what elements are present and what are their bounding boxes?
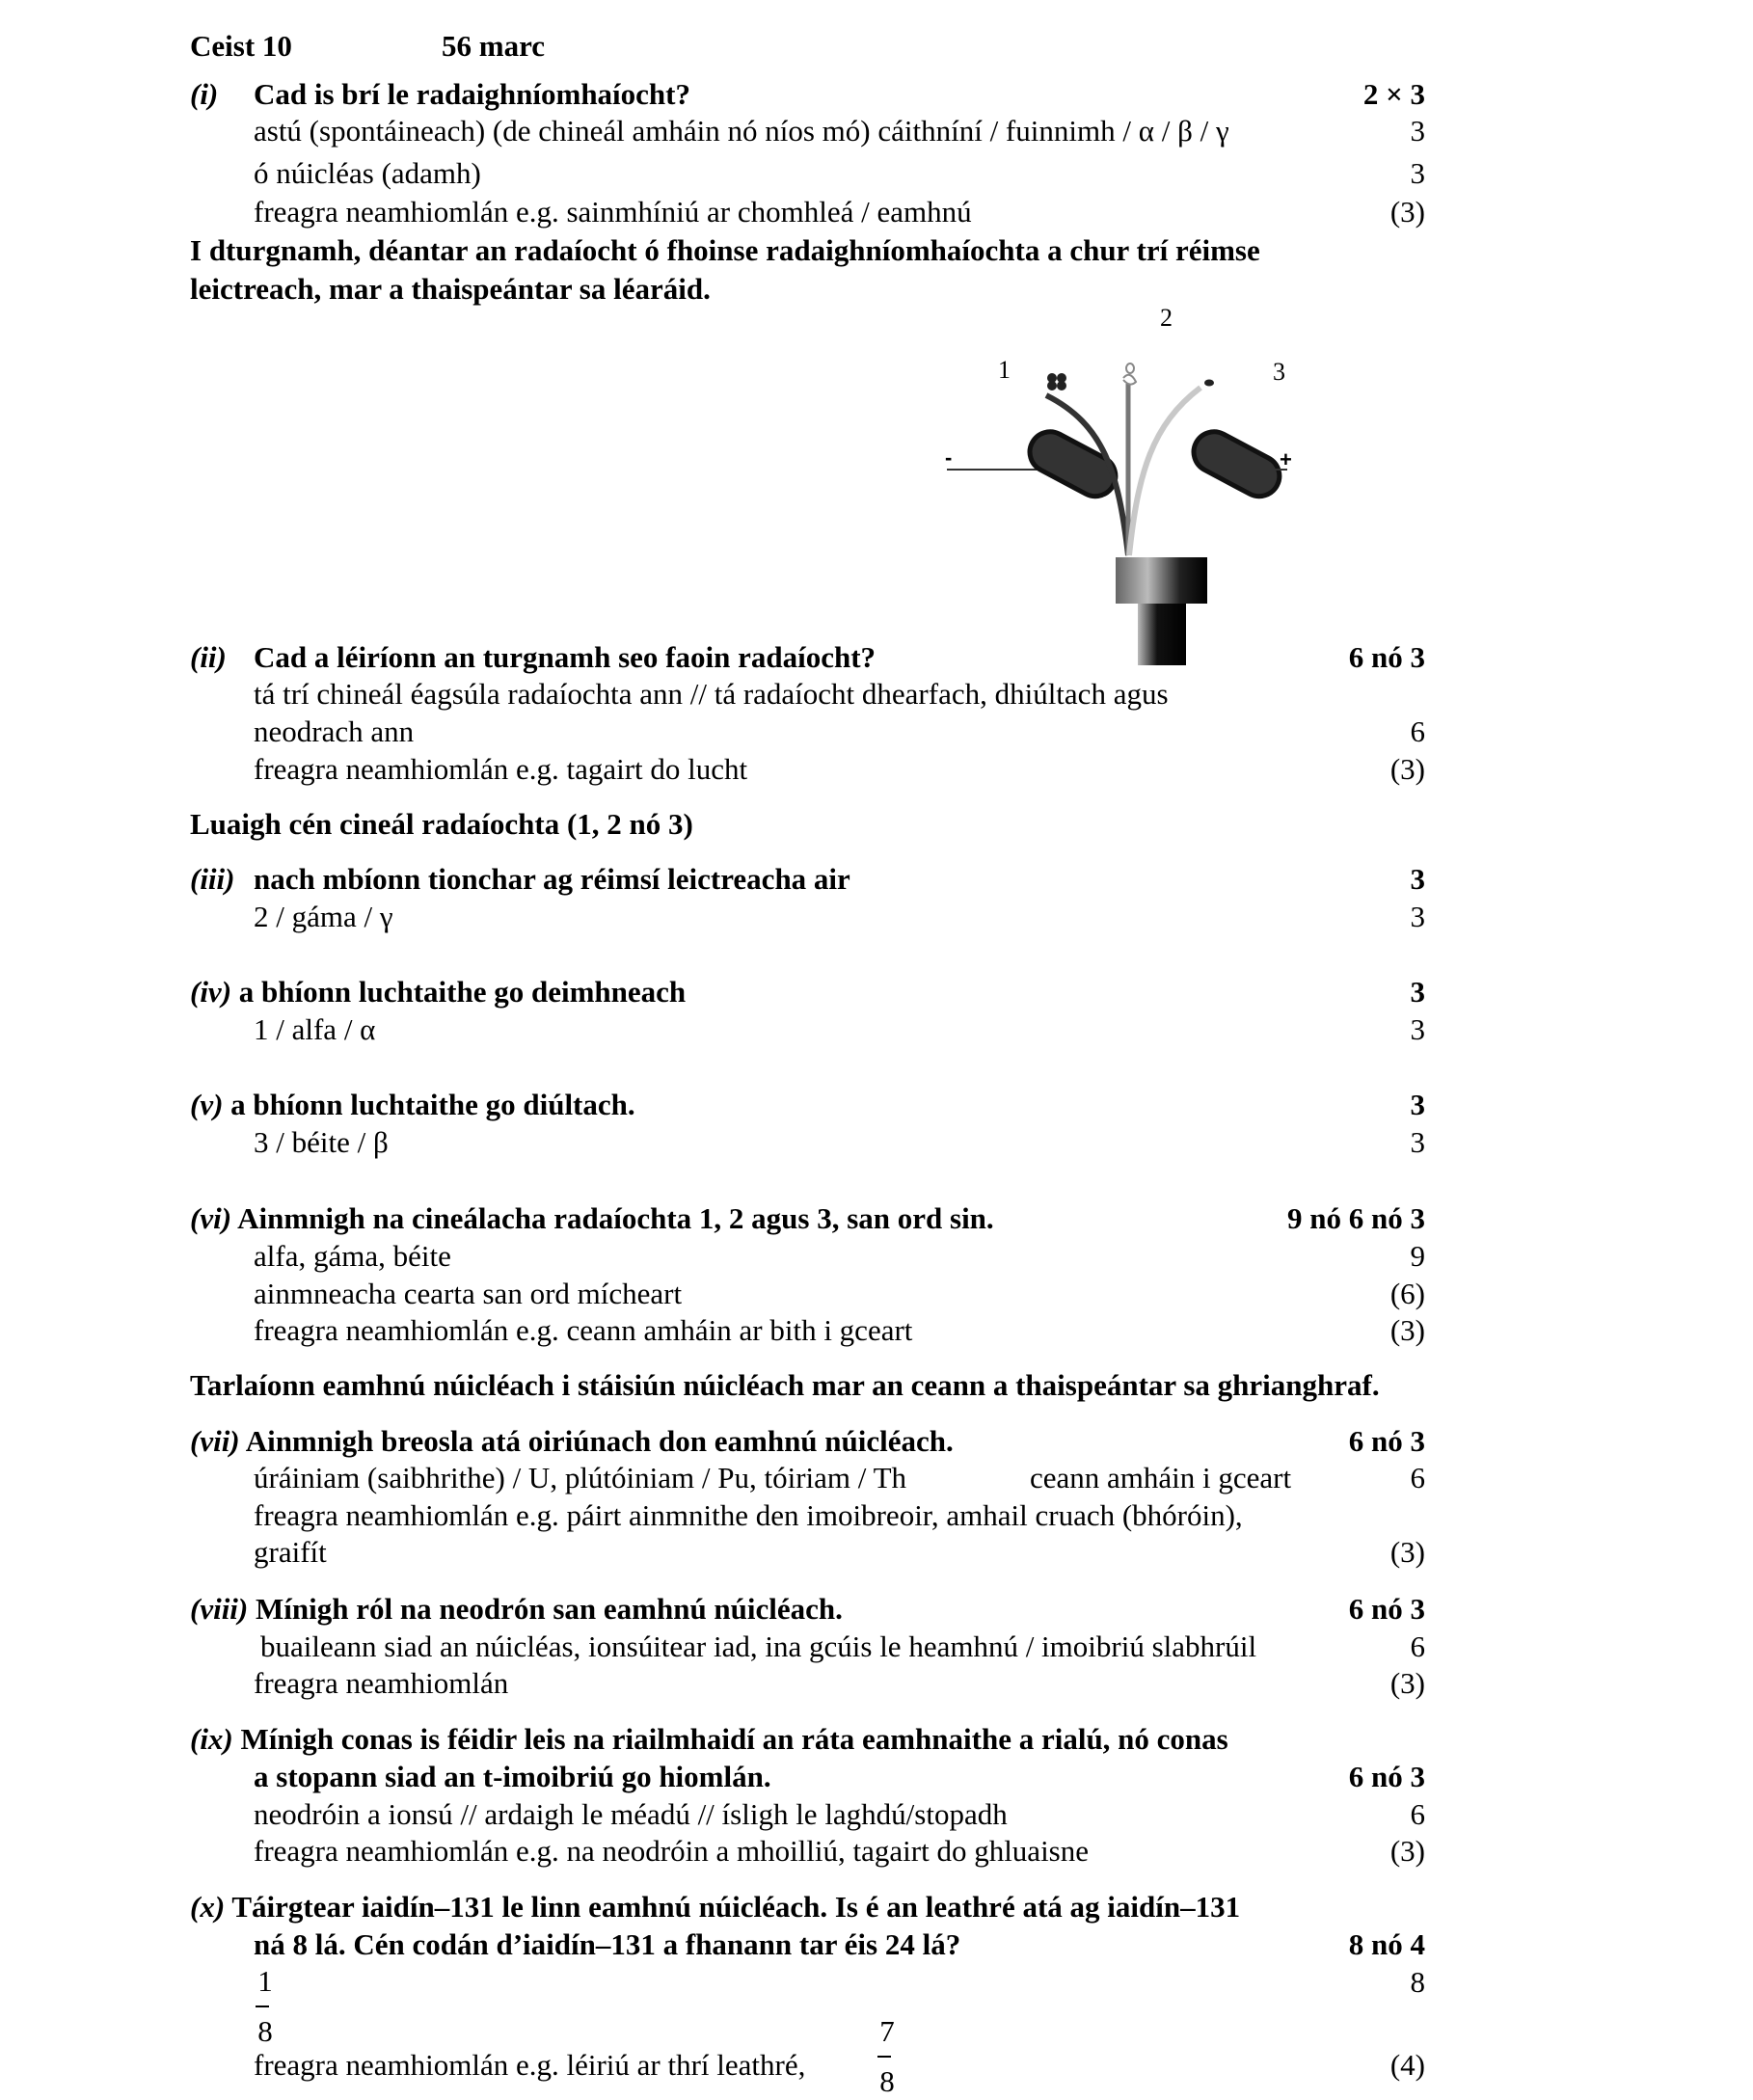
q4-answer: 1 / alfa / α bbox=[254, 1012, 376, 1046]
q2-answer-3-marks: (3) bbox=[1389, 752, 1425, 786]
q7-question bbox=[190, 1424, 954, 1459]
q10-partial-fraction bbox=[876, 2015, 899, 2098]
q7-answer-1-note: ceann amháin i gceart bbox=[1030, 1461, 1292, 1494]
q1-text: Cad is brí le radaighníomhaíocht? bbox=[254, 77, 690, 111]
svg-text:+: + bbox=[1280, 447, 1292, 471]
q10-answer-marks: 8 bbox=[1410, 1965, 1425, 1999]
q3-answer-marks: 3 bbox=[1410, 900, 1425, 933]
q5-num: (v) bbox=[190, 1088, 224, 1121]
q8-answer-2: freagra neamhiomlán bbox=[254, 1666, 509, 1700]
q10-text-1: Táirgtear iaidín–131 le linn eamhnú núicléach. Is é an leathré atá ag iaidín–131 bbox=[231, 1890, 1241, 1924]
q2-question bbox=[190, 640, 876, 675]
q10-partial-answer: freagra neamhiomlán e.g. léiriú ar thrí leathré, bbox=[254, 2048, 806, 2082]
q1-marks: 2 × 3 bbox=[1362, 77, 1425, 111]
svg-text:-: - bbox=[945, 445, 953, 470]
q9-answer-2: freagra neamhiomlán e.g. na neodróin a mhoilliú, tagairt do ghluaisne bbox=[254, 1834, 1090, 1868]
q1-answer-1: astú (spontáineach) (de chineál amháin nó níos mó) cáithníní / fuinnimh / α / β / γ bbox=[254, 114, 1229, 148]
q9-question-line-1 bbox=[190, 1722, 1228, 1757]
q6-answer-1: alfa, gáma, béite bbox=[254, 1239, 451, 1273]
q10-partial-marks: (4) bbox=[1389, 2048, 1425, 2082]
q4-text: a bhíonn luchtaithe go deimhneach bbox=[238, 975, 687, 1009]
q7-answer-3: graifít bbox=[254, 1535, 327, 1569]
q1-answer-1-marks: 3 bbox=[1410, 114, 1425, 148]
svg-text:2: 2 bbox=[1160, 304, 1173, 332]
question-number: Ceist 10 bbox=[190, 29, 292, 63]
q2-answer-1: tá trí chineál éagsúla radaíochta ann // tá radaíocht dhearfach, dhiúltach agus bbox=[254, 677, 1169, 711]
q9-question-line-2: a stopann siad an t-imoibriú go hiomlán. bbox=[254, 1760, 771, 1793]
q8-text: Mínigh ról na neodrón san eamhnú núicléach. bbox=[256, 1592, 843, 1626]
q3-question bbox=[190, 862, 850, 897]
q6-answer-1-marks: 9 bbox=[1410, 1239, 1425, 1273]
q3-num: (iii) bbox=[190, 862, 235, 896]
total-marks: 56 marc bbox=[442, 29, 546, 63]
q8-answer-1-marks: 6 bbox=[1410, 1629, 1425, 1663]
q7-answer-1-marks: 6 bbox=[1410, 1461, 1425, 1494]
q9-text-1: Mínigh conas is féidir leis na riailmhaidí an ráta eamhnaithe a rialú, nó conas bbox=[240, 1722, 1228, 1756]
q5-question bbox=[190, 1088, 635, 1122]
q6-answer-3: freagra neamhiomlán e.g. ceann amháin ar bith i gceart bbox=[254, 1313, 913, 1347]
q4-num: (iv) bbox=[190, 975, 232, 1009]
q7-answer-2: freagra neamhiomlán e.g. páirt ainmnithe den imoibreoir, amhail cruach (bhóróin), bbox=[254, 1498, 1243, 1532]
q4-marks: 3 bbox=[1410, 975, 1425, 1009]
q2-answer-2-marks: 6 bbox=[1410, 714, 1425, 748]
q7-marks: 6 nó 3 bbox=[1348, 1424, 1425, 1458]
q5-text: a bhíonn luchtaithe go diúltach. bbox=[230, 1088, 635, 1121]
q1-answer-2: ó núicléas (adamh) bbox=[254, 156, 481, 190]
intro-fission: Tarlaíonn eamhnú núicléach i stáisiún núicléach mar an ceann a thaispeántar sa ghrianghraf. bbox=[190, 1368, 1380, 1402]
q7-answer-3-marks: (3) bbox=[1389, 1535, 1425, 1569]
q3-text: nach mbíonn tionchar ag réimsí leictreacha air bbox=[254, 862, 850, 896]
q7-text: Ainmnigh breosla atá oiriúnach don eamhnú núicléach. bbox=[245, 1424, 954, 1458]
q9-answer-1: neodróin a ionsú // ardaigh le méadú // ísligh le laghdú/stopadh bbox=[254, 1797, 1008, 1831]
q9-answer-2-marks: (3) bbox=[1389, 1834, 1425, 1868]
q7-num: (vii) bbox=[190, 1424, 240, 1458]
q3-answer: 2 / gáma / γ bbox=[254, 900, 393, 933]
q2-num: (ii) bbox=[190, 640, 227, 674]
q1-answer-2-marks: 3 bbox=[1410, 156, 1425, 190]
q6-answer-2-marks: (6) bbox=[1389, 1277, 1425, 1310]
q8-answer-1: buaileann siad an núicléas, ionsúitear iad, ina gcúis le heamhnú / imoibriú slabhrúil bbox=[260, 1629, 1257, 1663]
q9-answer-1-marks: 6 bbox=[1410, 1797, 1425, 1831]
fraction-numerator: 1 bbox=[257, 1964, 273, 1998]
q6-text: Ainmnigh na cineálacha radaíochta 1, 2 agus 3, san ord sin. bbox=[237, 1201, 994, 1235]
intro-line-1: I dturgnamh, déantar an radaíocht ó fhoinse radaighníomhaíochta a chur trí réimse bbox=[190, 233, 1260, 267]
q4-question bbox=[190, 975, 686, 1010]
q3-marks: 3 bbox=[1410, 862, 1425, 896]
fraction-bar bbox=[877, 2056, 891, 2058]
intro-state-type: Luaigh cén cineál radaíochta (1, 2 nó 3) bbox=[190, 807, 693, 841]
svg-text:3: 3 bbox=[1273, 358, 1285, 386]
q6-answer-3-marks: (3) bbox=[1389, 1313, 1425, 1347]
q6-marks: 9 nó 6 nó 3 bbox=[1287, 1201, 1425, 1235]
fraction-denominator: 8 bbox=[257, 2014, 273, 2048]
q4-answer-marks: 3 bbox=[1410, 1012, 1425, 1046]
q8-question bbox=[190, 1592, 843, 1627]
fraction-denominator: 8 bbox=[879, 2064, 895, 2098]
q5-marks: 3 bbox=[1410, 1088, 1425, 1121]
q6-num: (vi) bbox=[190, 1201, 232, 1235]
intro-line-2: leictreach, mar a thaispeántar sa léaráid. bbox=[190, 272, 711, 306]
q5-answer: 3 / béite / β bbox=[254, 1125, 389, 1159]
q6-answer-2: ainmneacha cearta san ord mícheart bbox=[254, 1277, 683, 1310]
q10-marks: 8 nó 4 bbox=[1348, 1927, 1425, 1961]
q1-answer-3-marks: (3) bbox=[1389, 195, 1425, 229]
q9-num: (ix) bbox=[190, 1722, 233, 1756]
diagram-svg bbox=[940, 280, 1326, 665]
q5-answer-marks: 3 bbox=[1410, 1125, 1425, 1159]
q10-num: (x) bbox=[190, 1890, 226, 1924]
q8-answer-2-marks: (3) bbox=[1389, 1666, 1425, 1700]
q6-question bbox=[190, 1201, 994, 1236]
q9-marks: 6 nó 3 bbox=[1348, 1760, 1425, 1793]
svg-text:1: 1 bbox=[998, 356, 1011, 384]
q7-answer-1: úráiniam (saibhrithe) / U, plútóiniam / Pu, tóiriam / Th bbox=[254, 1461, 907, 1494]
q8-num: (viii) bbox=[190, 1592, 249, 1626]
q10-answer-fraction bbox=[254, 1965, 277, 2048]
fraction-numerator: 7 bbox=[879, 2014, 895, 2048]
q2-answer-2: neodrach ann bbox=[254, 714, 415, 748]
radiation-deflection-diagram bbox=[940, 280, 1326, 665]
q1-question bbox=[190, 77, 690, 112]
q10-question-line-1 bbox=[190, 1890, 1240, 1925]
q2-text: Cad a léiríonn an turgnamh seo faoin radaíocht? bbox=[254, 640, 876, 674]
fraction-bar bbox=[256, 2006, 269, 2007]
q2-marks: 6 nó 3 bbox=[1348, 640, 1425, 674]
q1-num: (i) bbox=[190, 77, 219, 111]
q10-question-line-2: ná 8 lá. Cén codán d’iaidín–131 a fhanann tar éis 24 lá? bbox=[254, 1927, 961, 1961]
q1-answer-3: freagra neamhiomlán e.g. sainmhíniú ar chomhleá / eamhnú bbox=[254, 195, 972, 229]
q8-marks: 6 nó 3 bbox=[1348, 1592, 1425, 1626]
q2-answer-3: freagra neamhiomlán e.g. tagairt do lucht bbox=[254, 752, 748, 786]
